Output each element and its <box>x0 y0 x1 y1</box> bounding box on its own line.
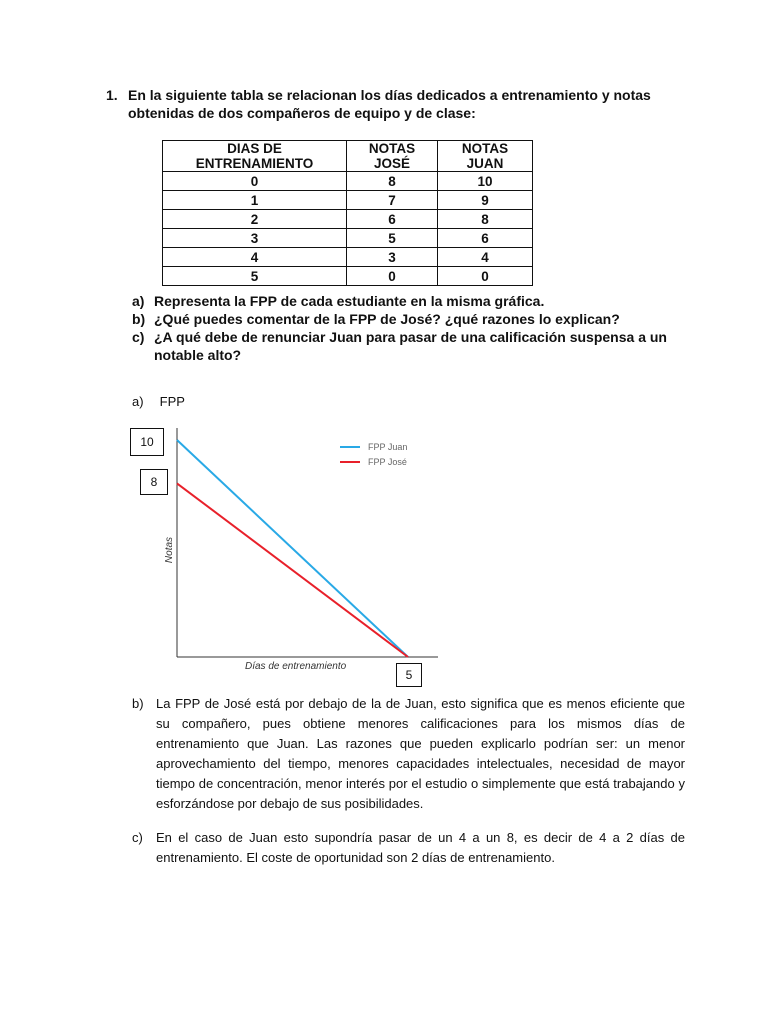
series-line-fpp-jose <box>177 483 408 657</box>
header-jose: NOTAS JOSÉ <box>347 141 438 172</box>
answer-c <box>132 828 685 868</box>
subquestion-label: a) <box>132 293 145 309</box>
header-juan: NOTAS JUAN <box>438 141 533 172</box>
table-row <box>163 191 533 210</box>
answer-b <box>132 694 685 814</box>
fpp-title: FPP <box>159 394 185 409</box>
question-1 <box>106 86 696 122</box>
cell-days: 0 <box>163 172 347 191</box>
subquestion-text: Representa la FPP de cada estudiante en la misma gráfica. <box>154 293 545 309</box>
cell-jose: 5 <box>347 229 438 248</box>
legend-label-fpp-jose: FPP José <box>368 457 407 467</box>
y-value-box-10: 10 <box>130 428 164 456</box>
training-table <box>162 140 533 286</box>
table-header-row <box>163 141 533 172</box>
subquestion-text: ¿A qué debe de renunciar Juan para pasar de una calificación suspensa a un notable alto? <box>154 329 667 363</box>
cell-juan: 0 <box>438 267 533 286</box>
cell-juan: 6 <box>438 229 533 248</box>
table-row <box>163 210 533 229</box>
fpp-heading <box>132 394 185 409</box>
cell-juan: 10 <box>438 172 533 191</box>
cell-juan: 8 <box>438 210 533 229</box>
answer-label: b) <box>132 696 144 711</box>
cell-jose: 3 <box>347 248 438 267</box>
table-row <box>163 229 533 248</box>
table-row <box>163 267 533 286</box>
y-axis-label: Notas <box>164 536 175 564</box>
table-row <box>163 172 533 191</box>
fpp-chart <box>140 420 450 680</box>
series-line-fpp-juan <box>177 440 408 657</box>
table-row <box>163 248 533 267</box>
subquestion-b <box>132 310 692 328</box>
cell-jose: 6 <box>347 210 438 229</box>
answer-text: En el caso de Juan esto supondría pasar de un 4 a un 8, es decir de 4 a 2 días de entrenamiento. El coste de oportunidad son 2 días de entrenamiento. <box>156 830 685 865</box>
legend-label-fpp-juan: FPP Juan <box>368 442 408 452</box>
x-value-box-5: 5 <box>396 663 422 687</box>
cell-jose: 7 <box>347 191 438 210</box>
cell-days: 1 <box>163 191 347 210</box>
x-axis-label: Días de entrenamiento <box>245 661 347 672</box>
subquestion-label: b) <box>132 311 146 327</box>
subquestion-list <box>132 292 692 364</box>
cell-days: 4 <box>163 248 347 267</box>
cell-juan: 4 <box>438 248 533 267</box>
subquestion-a <box>132 292 692 310</box>
cell-jose: 0 <box>347 267 438 286</box>
fpp-label: a) <box>132 394 144 409</box>
cell-jose: 8 <box>347 172 438 191</box>
answer-text: La FPP de José está por debajo de la de Juan, esto significa que es menos eficiente que su compañero, pues obtiene menores calificaciones para los mismos días de entrenamiento que Juan. Las razones que pueden explicarlo podrían ser: un menor aprovechamiento del tiempo, menores capacidades intelectuales, necesidad de mayor tiempo de concentración, menor interés por el estudio o simplemente que está trabajando y esforzándose por debajo de sus posibilidades. <box>156 696 685 811</box>
subquestion-label: c) <box>132 329 145 345</box>
answer-label: c) <box>132 830 143 845</box>
header-days: DIAS DE ENTRENAMIENTO <box>163 141 347 172</box>
question-number: 1. <box>106 87 118 103</box>
cell-days: 3 <box>163 229 347 248</box>
question-text: En la siguiente tabla se relacionan los días dedicados a entrenamiento y notas obtenidas de dos compañeros de equipo y de clase: <box>128 87 651 121</box>
cell-juan: 9 <box>438 191 533 210</box>
subquestion-c <box>132 328 692 364</box>
y-value-box-8: 8 <box>140 469 168 495</box>
cell-days: 5 <box>163 267 347 286</box>
cell-days: 2 <box>163 210 347 229</box>
subquestion-text: ¿Qué puedes comentar de la FPP de José? ¿qué razones lo explican? <box>154 311 620 327</box>
